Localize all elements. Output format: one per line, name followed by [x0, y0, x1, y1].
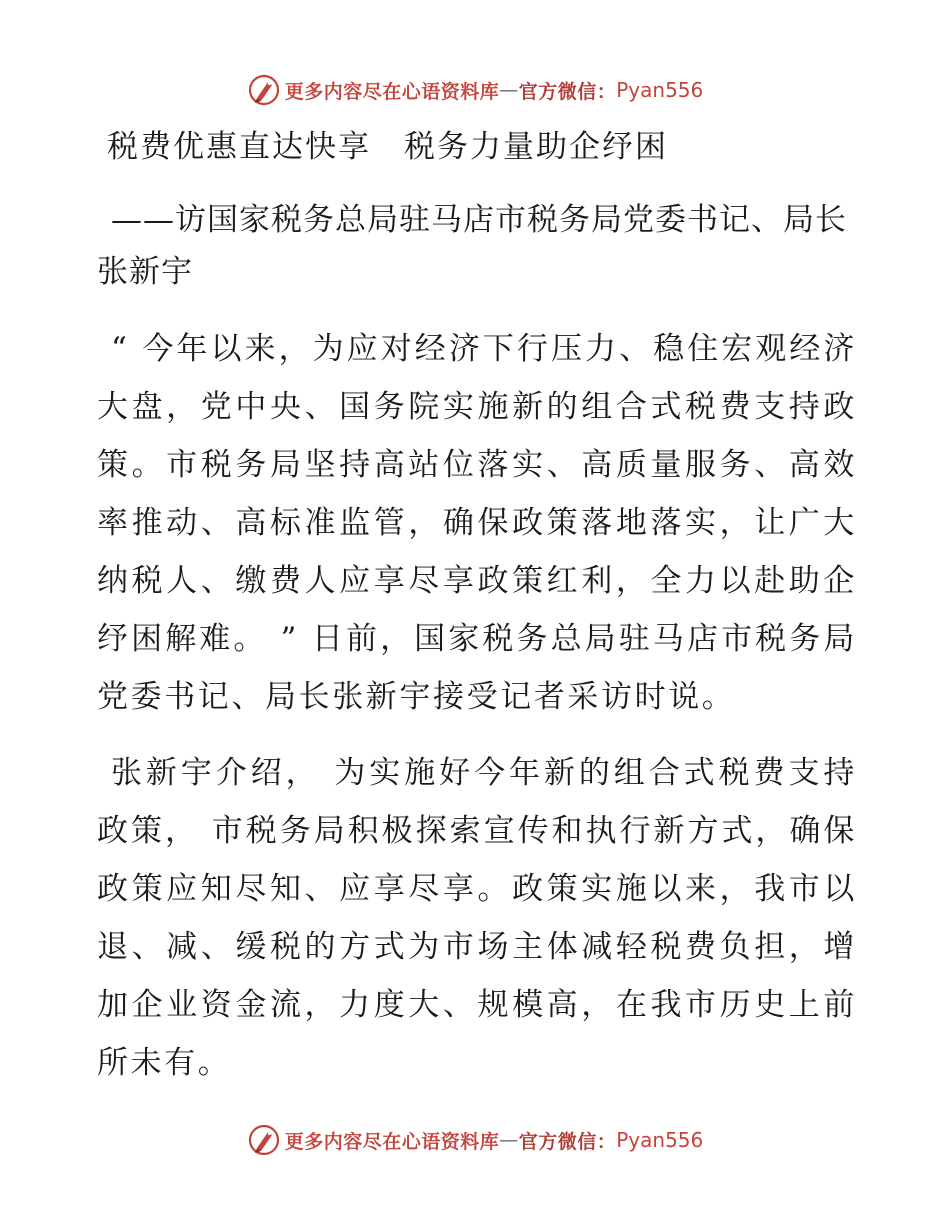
footer-banner-separator: —	[499, 1129, 519, 1151]
article-paragraph-2: 张新宇介绍， 为实施好今年新的组合式税费支持政策， 市税务局积极探索宣传和执行新方式，确保政策应知尽知、应享尽享。政策实施以来，我市以退、减、缓税的方式为市场主体减轻税费负担，增加企业资金流，力度大、规模高，在我市历史上前所未有。	[97, 755, 857, 1081]
article-paragraph-1: “ 今年以来，为应对经济下行压力、稳住宏观经济大盘，党中央、国务院实施新的组合式税费支持政策。市税务局坚持高站位落实、高质量服务、高效率推动、高标准监管，确保政策落地落实，让广大纳税人、缴费人应享尽享政策红利，全力以赴助企纾困解难。 ” 日前，国家税务总局驻马店市税务局党委书记、局长张新宇接受记者采访时说。	[97, 331, 857, 715]
footer-wechat-id: Pyan556	[616, 1128, 704, 1152]
footer-banner	[0, 1120, 950, 1160]
footer-wechat-label: 官方微信：	[518, 1130, 617, 1153]
footer-banner-text: 更多内容尽在心语资料库	[284, 1130, 500, 1153]
header-wechat-label: 官方微信：	[518, 80, 617, 103]
article-subtitle: ——访国家税务总局驻马店市税务局党委书记、局长张新宇	[97, 202, 847, 290]
article	[97, 122, 857, 1092]
pen-logo-icon	[247, 73, 281, 107]
header-banner-separator: —	[499, 79, 519, 101]
article-title: 税费优惠直达快享 税务力量助企纾困	[107, 129, 668, 165]
header-banner	[0, 70, 950, 110]
header-banner-text: 更多内容尽在心语资料库	[284, 80, 500, 103]
pen-logo-icon	[247, 1123, 281, 1157]
header-wechat-id: Pyan556	[616, 78, 704, 102]
